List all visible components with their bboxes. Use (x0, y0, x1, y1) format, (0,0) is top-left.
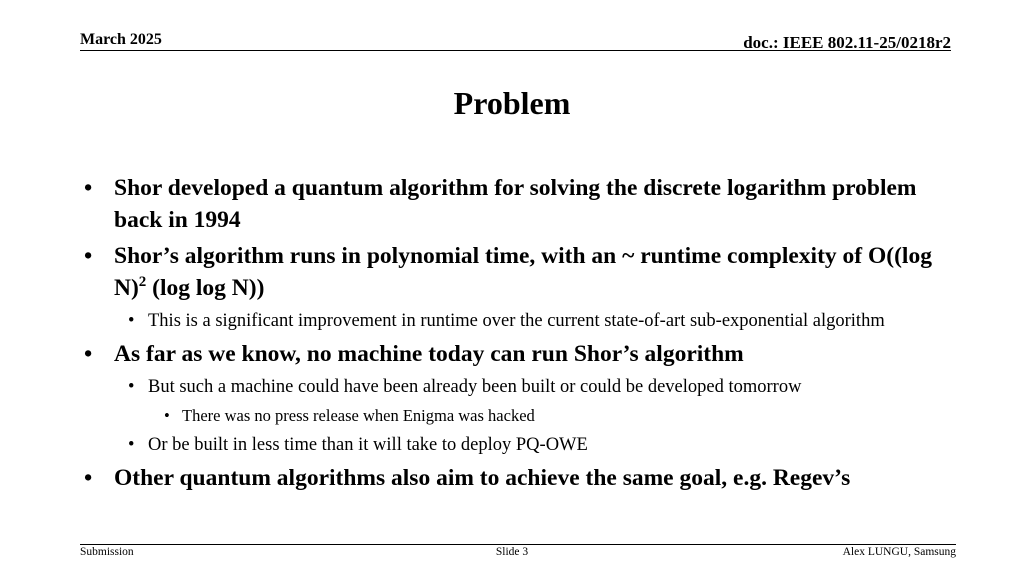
footer-submission: Submission (80, 546, 134, 558)
header-divider (80, 50, 951, 51)
footer-divider (80, 544, 956, 545)
bullet-dot-icon: • (84, 465, 93, 491)
bullet-1 (84, 172, 954, 236)
bullet-4 (84, 462, 954, 494)
bullet-dot-icon: • (164, 406, 170, 425)
bullet-3-sub-1-sub-1-text: There was no press release when Enigma was hacked (182, 406, 535, 425)
header-date: March 2025 (80, 31, 162, 48)
bullet-3-sub-2-text: Or be built in less time than it will take to deploy PQ-OWE (148, 435, 588, 455)
bullet-dot-icon: • (128, 311, 135, 331)
bullet-dot-icon: • (84, 341, 93, 367)
bullet-2-sub-1 (84, 308, 954, 334)
bullet-2-sub-1-text: This is a significant improvement in runtime over the current state-of-art sub-exponential algorithm (148, 311, 885, 331)
slide-body (84, 172, 954, 498)
bullet-3-sub-1 (84, 374, 954, 400)
bullet-3 (84, 338, 954, 370)
footer-author: Alex LUNGU, Samsung (842, 546, 956, 558)
bullet-3-sub-2 (84, 432, 954, 458)
bullet-3-sub-1-sub-1 (84, 404, 954, 428)
bullet-dot-icon: • (84, 243, 93, 269)
bullet-3-sub-1-text: But such a machine could have been already been built or could be developed tomorrow (148, 377, 802, 397)
bullet-dot-icon: • (84, 175, 93, 201)
bullet-2-superscript: 2 (138, 274, 147, 290)
bullet-2-tail: (log log N)) (146, 275, 265, 301)
bullet-2 (84, 240, 954, 304)
bullet-2-text: Shor’s algorithm runs in polynomial time, with an ~ runtime complexity of O((log N) (114, 243, 932, 301)
slide-title: Problem (453, 85, 571, 121)
bullet-1-text: Shor developed a quantum algorithm for solving the discrete logarithm problem back in 1994 (114, 175, 917, 233)
bullet-dot-icon: • (128, 435, 135, 455)
footer-slide-number: Slide 3 (495, 546, 529, 558)
bullet-4-text: Other quantum algorithms also aim to achieve the same goal, e.g. Regev’s (114, 465, 851, 491)
bullet-dot-icon: • (128, 377, 135, 397)
bullet-3-text: As far as we know, no machine today can run Shor’s algorithm (114, 341, 744, 367)
header-doc-id: doc.: IEEE 802.11-25/0218r2 (743, 33, 951, 52)
